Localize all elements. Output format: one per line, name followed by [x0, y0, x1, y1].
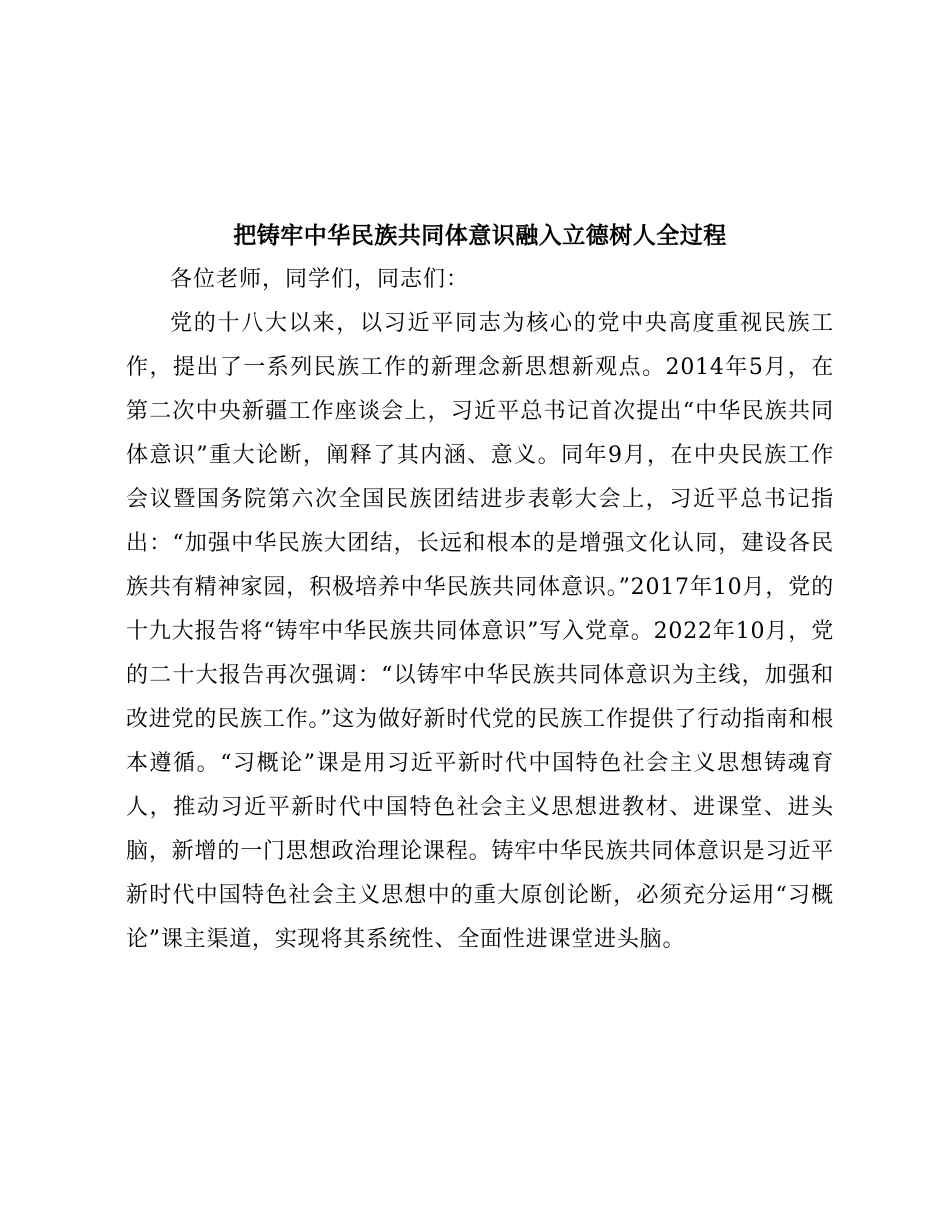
- body-paragraph: 党的十八大以来，以习近平同志为核心的党中央高度重视民族工作，提出了一系列民族工作的新理念新思想新观点。2014年5月，在第二次中央新疆工作座谈会上，习近平总书记首次提出“中华民族共同体意识”重大论断，阐释了其内涵、意义。同年9月，在中央民族工作会议暨国务院第六次全国民族团结进步表彰大会上，习近平总书记指出：“加强中华民族大团结，长远和根本的是增强文化认同，建设各民族共有精神家园，积极培养中华民族共同体意识。”2017年10月，党的十九大报告将“铸牢中华民族共同体意识”写入党章。2022年10月，党的二十大报告再次强调：“以铸牢中华民族共同体意识为主线，加强和改进党的民族工作。”这为做好新时代党的民族工作提供了行动指南和根本遵循。“习概论”课是用习近平新时代中国特色社会主义思想铸魂育人，推动习近平新时代中国特色社会主义思想进教材、进课堂、进头脑，新增的一门思想政治理论课程。铸牢中华民族共同体意识是习近平新时代中国特色社会主义思想中的重大原创论断，必须充分运用“习概论”课主渠道，实现将其系统性、全面性进课堂进头脑。: [126, 311, 834, 952]
- document-content: [126, 214, 834, 962]
- salutation: 各位老师，同学们，同志们：: [170, 267, 470, 292]
- document-title: 把铸牢中华民族共同体意识融入立德树人全过程: [233, 222, 727, 249]
